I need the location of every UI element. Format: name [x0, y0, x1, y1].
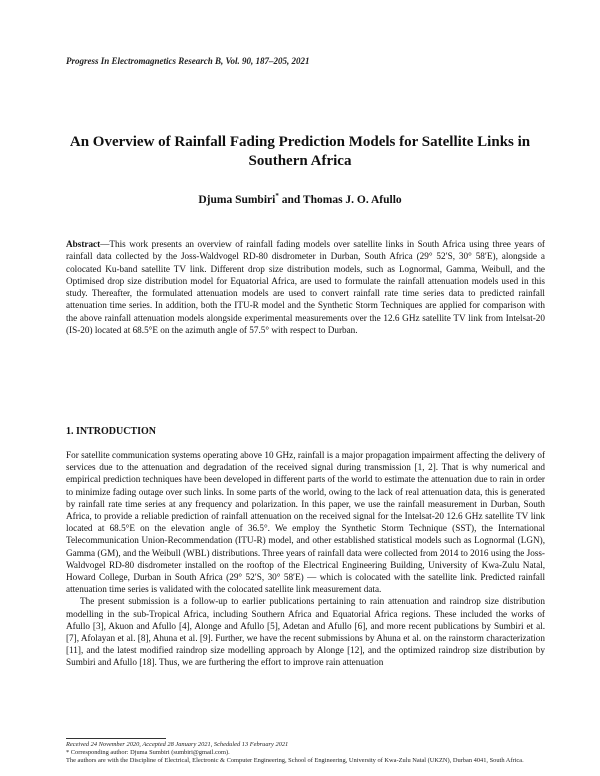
author-name-2: Thomas J. O. Afullo	[302, 193, 402, 206]
footnote-divider	[66, 738, 166, 739]
corresponding-author-note: * Corresponding author: Djuma Sumbiri (sumbiri@gmail.com).	[66, 748, 230, 756]
paper-title: An Overview of Rainfall Fading Prediction Models for Satellite Links in Southern Africa	[69, 134, 531, 169]
body-paragraph: The present submission is a follow-up to earlier publications pertaining to rain attenuation and raindrop size distribution modelling in the sub-Tropical Africa, including Southern Africa and Equatorial Africa regions. These included the works of Afullo [3], Akuon and Afullo [4], Alonge and Afullo [5], Adetan and Afullo [6], and more recent publications by Sumbiri et al. [7], Afolayan et al. [8], Ahuna et al. [9]. Further, we have the recent submissions by Ahuna et al. on the rainstorm characterization [11], and the latest modified raindrop size modelling approach by Alonge [12], and the optimized raindrop size distribution by Sumbiri and Afullo [18]. Thus, we are furthering the effort to improve rain attenuation	[66, 596, 545, 668]
author-joiner: and	[278, 193, 303, 206]
corresponding-author-mark: *	[275, 192, 279, 200]
author-name-1: Djuma Sumbiri	[198, 193, 276, 206]
introduction-body	[66, 449, 545, 669]
body-paragraph: For satellite communication systems operating above 10 GHz, rainfall is a major propagation impairment affecting the delivery of services due to the attenuation and degradation of the received signal during transmission [1, 2]. That is why numerical and empirical prediction techniques have been developed in different parts of the world to estimate the attenuation due to rain in order to minimize fading outage over such links. In some parts of the world, owing to the lack of real attenuation data, this is generated by rainfall rate time series at any frequency and polarization. In this paper, we use the rainfall measurement in Durban, South Africa, to provide a reliable prediction of rainfall attenuation on the received signal for the Intelsat-20 12.6 GHz satellite TV link located at 68.5°E on the elevation angle of 36.5°. We employ the Synthetic Storm Technique (SST), the International Telecommunication Union-Recommendation (ITU-R) model, and other established statistical models such as Lognormal (LGN), Gamma (GM), and the Weibull (WBL) distributions. Three years of rainfall data were collected from 2014 to 2016 using the Joss-Waldvogel RD-80 disdrometer installed on the rooftop of the Electrical Engineering Building, University of Kwa-Zulu Natal, Howard College, Durban in South Africa (29° 52′S, 30° 58′E) — which is colocated with the satellite link. Predicted rainfall attenuation time series is validated with the colocated satellite link measurement data.	[66, 450, 545, 595]
abstract-text: —This work presents an overview of rainfall fading models over satellite links in South Africa using three years of rainfall data collected by the Joss-Waldvogel RD-80 disdrometer in Durban, South Africa (29° 52′S, 30° 58′E), alongside a colocated Ku-band satellite TV link. Different drop size distribution models, such as Lognormal, Gamma, Weibull, and the Optimised drop size distribution model for Equatorial Africa, are used to formulate the rainfall attenuation models used in this study. Thereafter, the formulated attenuation models are used to convert rainfall rate time series data to predicted rainfall attenuation time series. In addition, both the ITU-R model and the Synthetic Storm Techniques are applied for comparison with the above rainfall attenuation models alongside experimental measurements over the 12.6 GHz satellite TV link from Intelsat-20 (IS-20) located at 68.5°E on the azimuth angle of 57.5° with respect to Durban.	[66, 239, 545, 336]
affiliation-note: The authors are with the Discipline of Electrical, Electronic & Computer Engineering, School of Engineering, University of Kwa-Zulu Natal (UKZN), Durban 4041, South Africa.	[66, 756, 524, 764]
received-dates: Received 24 November 2020, Accepted 28 January 2021, Scheduled 13 February 2021	[66, 741, 289, 748]
author-line	[0, 192, 600, 206]
journal-header: Progress In Electromagnetics Research B, Vol. 90, 187–205, 2021	[66, 56, 310, 66]
section-heading-introduction: 1. INTRODUCTION	[66, 426, 157, 437]
abstract-block	[66, 238, 545, 336]
footnotes-block	[66, 741, 545, 764]
abstract-label: Abstract	[66, 239, 101, 249]
